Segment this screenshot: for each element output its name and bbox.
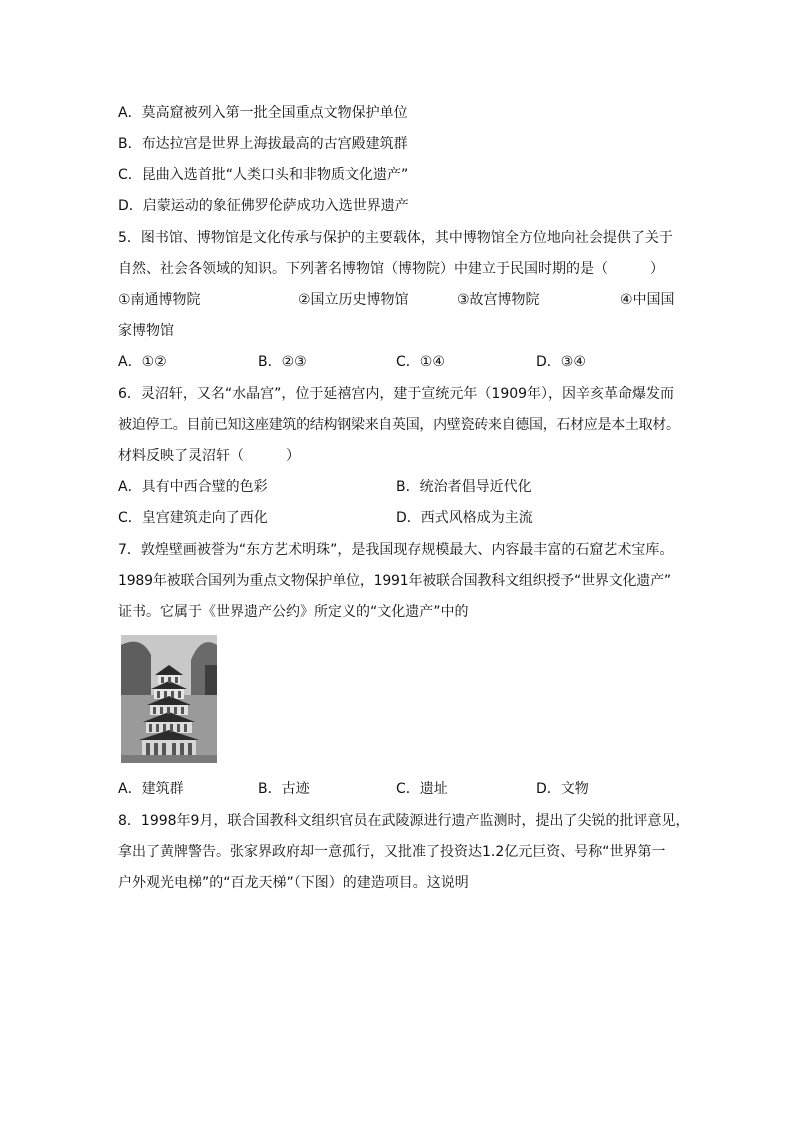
- q5-stem-line2: 自然、社会各领域的知识。下列著名博物馆（博物院）中建立于民国时期的是（ ）: [118, 261, 664, 277]
- q5-stem-line1: 5．图书馆、博物馆是文化传承与保护的主要载体，其中博物馆全方位地向社会提供了关于: [118, 230, 673, 246]
- q5-option-a: A．①②: [118, 354, 167, 370]
- q6-stem-line2: 被迫停工。目前已知这座建筑的结构钢梁来自英国，内壁瓷砖来自德国，石材应是本土取材。: [118, 417, 680, 433]
- q6-option-d: D．西式风格成为主流: [396, 510, 533, 526]
- q7-option-b: B．古迹: [258, 781, 310, 797]
- q7-option-a: A．建筑群: [118, 781, 184, 797]
- q4-option-b: B．布达拉宫是世界上海拔最高的古宫殿建筑群: [118, 136, 408, 152]
- q7-stem-line1: 7．敦煌壁画被誉为“东方艺术明珠”，是我国现存规模最大、内容最丰富的石窟艺术宝库。: [118, 542, 674, 558]
- q6-option-a: A．具有中西合璧的色彩: [118, 479, 268, 495]
- q5-item-4-cont: 家博物馆: [118, 323, 174, 339]
- q4-option-a: A．莫高窟被列入第一批全国重点文物保护单位: [118, 105, 408, 121]
- q8-stem-line2: 拿出了黄牌警告。张家界政府却一意孤行，又批准了投资达1.2亿元巨资、号称“世界第一: [118, 844, 666, 860]
- q4-option-c: C．昆曲入选首批“人类口头和非物质文化遗产”: [118, 167, 409, 183]
- q7-stem-line2: 1989年被联合国列为重点文物保护单位，1991年被联合国教科文组织授予“世界文化遗产”: [118, 573, 671, 589]
- q5-item-3: ③故宫博物院: [457, 292, 540, 308]
- q8-stem-line3: 户外观光电梯”的“百龙天梯”（下图）的建造项目。这说明: [118, 875, 469, 891]
- mogao-pagoda-photo: [121, 635, 217, 763]
- q7-option-c: C．遗址: [396, 781, 448, 797]
- q5-option-d: D．③④: [536, 354, 586, 370]
- q5-item-1: ①南通博物院: [118, 292, 201, 308]
- q7-stem-line3: 证书。它属于《世界遗产公约》所定义的“文化遗产”中的: [118, 604, 469, 620]
- q8-stem-line1: 8．1998年9月，联合国教科文组织官员在武陵源进行遗产监测时，提出了尖锐的批评意见，: [118, 813, 690, 829]
- q5-item-4: ④中国国: [620, 292, 675, 308]
- q6-stem-line1: 6．灵沼轩，又名“水晶宫”，位于延禧宫内，建于宣统元年（1909年），因辛亥革命爆发而: [118, 386, 675, 402]
- q5-item-2: ②国立历史博物馆: [298, 292, 409, 308]
- q5-option-b: B．②③: [258, 354, 307, 370]
- q6-option-b: B．统治者倡导近代化: [396, 479, 532, 495]
- q6-option-c: C．皇宫建筑走向了西化: [118, 510, 268, 526]
- q4-option-d: D．启蒙运动的象征佛罗伦萨成功入选世界遗产: [118, 198, 409, 214]
- q6-stem-line3: 材料反映了灵沼轩（ ）: [118, 448, 300, 464]
- q5-option-c: C．①④: [396, 354, 445, 370]
- q7-option-d: D．文物: [536, 781, 589, 797]
